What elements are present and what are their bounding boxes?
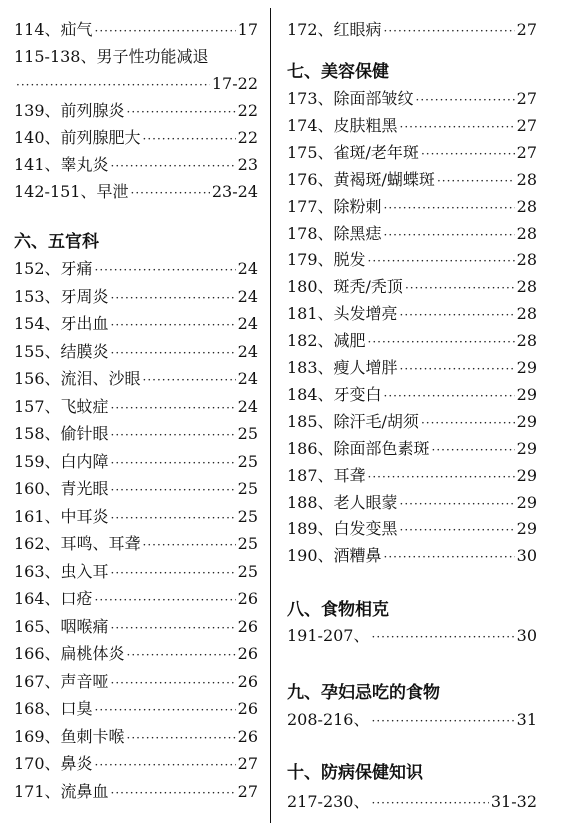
- entry-label: 159、白内障: [14, 451, 109, 471]
- leader-dots: [95, 752, 236, 779]
- toc-entry[interactable]: [14, 640, 258, 667]
- entry-page: 27: [516, 142, 537, 162]
- toc-entry[interactable]: [14, 585, 258, 612]
- entry-label: 188、老人眼蒙: [287, 492, 398, 512]
- toc-entry[interactable]: [287, 542, 537, 569]
- entry-label: 160、青光眼: [14, 479, 109, 498]
- entry-page: 29: [516, 438, 537, 458]
- leader-dots: [111, 312, 236, 339]
- entry-page: 27: [237, 781, 258, 801]
- toc-entry[interactable]: [287, 193, 537, 220]
- toc-entry[interactable]: [287, 381, 537, 408]
- entry-page: 27: [516, 20, 537, 39]
- entry-page: 31: [516, 710, 537, 729]
- toc-entry[interactable]: [287, 489, 537, 516]
- leader-dots: [372, 624, 515, 651]
- entry-page: 26: [237, 726, 258, 746]
- entry-page: 27: [237, 754, 258, 773]
- entry-label: 153、牙周炎: [14, 286, 109, 306]
- entry-label: 177、除粉刺: [287, 196, 382, 216]
- leader-dots: [111, 395, 236, 422]
- leader-dots: [95, 587, 236, 614]
- entry-page: 25: [237, 506, 258, 526]
- leader-dots: [111, 560, 236, 587]
- leader-dots: [384, 18, 515, 45]
- entry-label: 173、除面部皱纹: [287, 89, 414, 108]
- toc-entry-label-line[interactable]: 115-138、男子性功能减退: [14, 47, 209, 66]
- entry-page: 26: [237, 589, 258, 608]
- entry-label: 161、中耳炎: [14, 506, 109, 526]
- entry-label: 157、飞蚊症: [14, 396, 109, 416]
- section-heading: 九、孕妇忌吃的食物: [287, 683, 440, 703]
- section-heading: 七、美容保健: [287, 62, 389, 82]
- toc-entry[interactable]: [14, 151, 258, 178]
- toc-entry[interactable]: [14, 16, 258, 43]
- entry-label: 154、牙出血: [14, 314, 109, 333]
- entry-label: 152、牙痛: [14, 259, 93, 278]
- entry-label: 139、前列腺炎: [14, 101, 125, 120]
- entry-page: 29: [516, 358, 537, 377]
- leader-dots: [127, 725, 236, 752]
- entry-label: 181、头发增亮: [287, 304, 398, 324]
- entry-label: 208-216、: [287, 710, 370, 729]
- toc-entry[interactable]: [14, 778, 258, 805]
- entry-label: 169、鱼刺卡喉: [14, 726, 125, 746]
- toc-entry[interactable]: [14, 393, 258, 420]
- leader-dots: [111, 615, 236, 642]
- entry-page: 29: [516, 492, 537, 512]
- toc-entry[interactable]: [287, 166, 537, 193]
- leader-dots: [111, 153, 236, 180]
- toc-entry[interactable]: [287, 706, 537, 733]
- leader-dots: [143, 126, 236, 153]
- leader-dots: [421, 141, 515, 168]
- leader-dots: [127, 99, 236, 126]
- toc-entry[interactable]: [14, 448, 258, 475]
- entry-page: 29: [516, 519, 537, 539]
- leader-dots: [111, 340, 236, 367]
- leader-dots: [368, 248, 515, 275]
- entry-page: 31-32: [490, 792, 537, 811]
- leader-dots: [111, 422, 236, 449]
- entry-page: 26: [237, 644, 258, 663]
- toc-entry[interactable]: [287, 139, 537, 166]
- entry-page: 23: [237, 155, 258, 174]
- toc-entry[interactable]: [14, 338, 258, 365]
- entry-label: 164、口疮: [14, 589, 93, 608]
- entry-page: 26: [237, 699, 258, 718]
- leader-dots: [95, 697, 236, 724]
- entry-label: 184、牙变白: [287, 384, 382, 404]
- toc-entry[interactable]: [287, 408, 537, 435]
- entry-label: 167、声音哑: [14, 671, 109, 691]
- entry-page: 24: [237, 341, 258, 361]
- leader-dots: [111, 450, 236, 477]
- entry-page: 29: [516, 411, 537, 431]
- entry-page: 27: [516, 89, 537, 108]
- section-heading: 八、食物相克: [287, 600, 389, 620]
- toc-entry[interactable]: [14, 530, 258, 557]
- entry-page: 25: [237, 451, 258, 471]
- leader-dots: [95, 257, 236, 284]
- entry-label: 158、偷针眼: [14, 424, 109, 443]
- entry-page: 22: [237, 101, 258, 120]
- entry-page: 24: [237, 369, 258, 388]
- entry-page: 28: [516, 304, 537, 324]
- toc-entry[interactable]: [287, 85, 537, 112]
- entry-page: 30: [516, 626, 537, 645]
- toc-entry[interactable]: [287, 462, 537, 489]
- leader-dots: [405, 275, 515, 302]
- toc-entry[interactable]: [287, 515, 537, 542]
- leader-dots: [143, 367, 236, 394]
- entry-label: 185、除汗毛/胡须: [287, 411, 419, 431]
- toc-entry[interactable]: [287, 273, 537, 300]
- toc-entry[interactable]: [287, 788, 537, 815]
- entry-label: 114、疝气: [14, 20, 93, 39]
- entry-page: 22: [237, 128, 258, 147]
- leader-dots: [111, 477, 236, 504]
- entry-page: 27: [516, 115, 537, 135]
- entry-label: 165、咽喉痛: [14, 616, 109, 636]
- entry-page: 29: [516, 465, 537, 485]
- entry-page: 24: [237, 314, 258, 333]
- leader-dots: [400, 491, 515, 518]
- toc-entry[interactable]: [14, 255, 258, 282]
- entry-label: 168、口臭: [14, 699, 93, 718]
- entry-page: 23-24: [211, 182, 258, 201]
- leader-dots: [368, 329, 515, 356]
- entry-label: 186、除面部色素斑: [287, 438, 430, 458]
- leader-dots: [111, 670, 236, 697]
- entry-label: 166、扁桃体炎: [14, 644, 125, 663]
- entry-page: 28: [516, 250, 537, 270]
- leader-dots: [416, 87, 515, 114]
- entry-page: 28: [516, 331, 537, 351]
- entry-page: 28: [516, 277, 537, 297]
- leader-dots: [95, 18, 236, 45]
- leader-dots: [400, 302, 515, 329]
- leader-dots: [400, 356, 515, 383]
- toc-entry[interactable]: [14, 178, 258, 205]
- leader-dots: [384, 544, 515, 571]
- toc-entry[interactable]: [14, 750, 258, 777]
- entry-label: 162、耳鸣、耳聋: [14, 534, 141, 553]
- entry-label: 179、脱发: [287, 250, 366, 270]
- toc-entry[interactable]: [287, 354, 537, 381]
- toc-entry[interactable]: [287, 300, 537, 327]
- entry-page: 25: [237, 479, 258, 498]
- entry-page: 24: [237, 396, 258, 416]
- leader-dots: [432, 437, 515, 464]
- toc-entry[interactable]: [14, 124, 258, 151]
- entry-label: 155、结膜炎: [14, 341, 109, 361]
- entry-page: 17-22: [211, 74, 258, 93]
- entry-label: 190、酒糟鼻: [287, 546, 382, 566]
- toc-entry[interactable]: [14, 723, 258, 750]
- entry-label: 187、耳聋: [287, 465, 366, 485]
- section-heading: 六、五官科: [14, 232, 99, 252]
- toc-entry[interactable]: [287, 16, 537, 43]
- leader-dots: [384, 383, 515, 410]
- entry-page: 25: [237, 424, 258, 443]
- entry-label: 178、除黑痣: [287, 223, 382, 243]
- leader-dots: [384, 222, 515, 249]
- column-divider: [270, 8, 271, 823]
- leader-dots: [111, 505, 236, 532]
- entry-label: 171、流鼻血: [14, 781, 109, 801]
- toc-entry[interactable]: [287, 220, 537, 247]
- leader-dots: [143, 532, 236, 559]
- leader-dots: [372, 708, 515, 735]
- entry-label: 176、黄褐斑/蝴蝶斑: [287, 169, 435, 189]
- leader-dots: [111, 780, 236, 807]
- entry-label: 175、雀斑/老年斑: [287, 142, 419, 162]
- entry-label: 170、鼻炎: [14, 754, 93, 773]
- toc-entry[interactable]: [14, 475, 258, 502]
- entry-label: 217-230、: [287, 792, 370, 811]
- toc-entry[interactable]: [14, 310, 258, 337]
- leader-dots: [131, 180, 210, 207]
- entry-page: 26: [237, 616, 258, 636]
- leader-dots: [400, 114, 515, 141]
- toc-entry[interactable]: [14, 503, 258, 530]
- leader-dots: [16, 72, 210, 99]
- entry-label: 180、斑秃/秃顶: [287, 277, 403, 297]
- toc-entry[interactable]: [14, 695, 258, 722]
- entry-page: 26: [237, 671, 258, 691]
- leader-dots: [437, 168, 515, 195]
- entry-label: 172、红眼病: [287, 20, 382, 39]
- entry-page: 28: [516, 169, 537, 189]
- section-heading: 十、防病保健知识: [287, 763, 423, 783]
- toc-entry[interactable]: [287, 622, 537, 649]
- entry-label: 141、睾丸炎: [14, 155, 109, 174]
- toc-entry[interactable]: [14, 613, 258, 640]
- entry-page: 30: [516, 546, 537, 566]
- entry-label: 140、前列腺肥大: [14, 128, 141, 147]
- leader-dots: [372, 790, 489, 817]
- toc-entry[interactable]: [287, 246, 537, 273]
- entry-page: 28: [516, 223, 537, 243]
- leader-dots: [127, 642, 236, 669]
- toc-entry[interactable]: [14, 420, 258, 447]
- entry-label: 191-207、: [287, 626, 370, 645]
- toc-entry[interactable]: [14, 283, 258, 310]
- entry-page: 28: [516, 196, 537, 216]
- entry-label: 142-151、早泄: [14, 182, 129, 201]
- entry-page: 25: [237, 561, 258, 581]
- leader-dots: [421, 410, 515, 437]
- toc-entry[interactable]: [287, 112, 537, 139]
- entry-label: 189、白发变黑: [287, 519, 398, 539]
- leader-dots: [368, 464, 515, 491]
- toc-entry[interactable]: [14, 97, 258, 124]
- entry-label: 182、减肥: [287, 331, 366, 351]
- entry-page: 29: [516, 384, 537, 404]
- entry-page: 17: [237, 20, 258, 39]
- toc-entry[interactable]: [14, 365, 258, 392]
- toc-entry[interactable]: [14, 558, 258, 585]
- leader-dots: [400, 517, 515, 544]
- toc-entry[interactable]: [14, 668, 258, 695]
- entry-label: 183、瘦人增胖: [287, 358, 398, 377]
- leader-dots: [384, 195, 515, 222]
- entry-page: 25: [237, 534, 258, 553]
- entry-label: 163、虫入耳: [14, 561, 109, 581]
- entry-page: 24: [237, 286, 258, 306]
- toc-entry[interactable]: [287, 435, 537, 462]
- entry-label: 174、皮肤粗黑: [287, 115, 398, 135]
- leader-dots: [111, 285, 236, 312]
- entry-label: 156、流泪、沙眼: [14, 369, 141, 388]
- toc-entry-continuation[interactable]: [14, 70, 258, 97]
- toc-entry[interactable]: [287, 327, 537, 354]
- entry-page: 24: [237, 259, 258, 278]
